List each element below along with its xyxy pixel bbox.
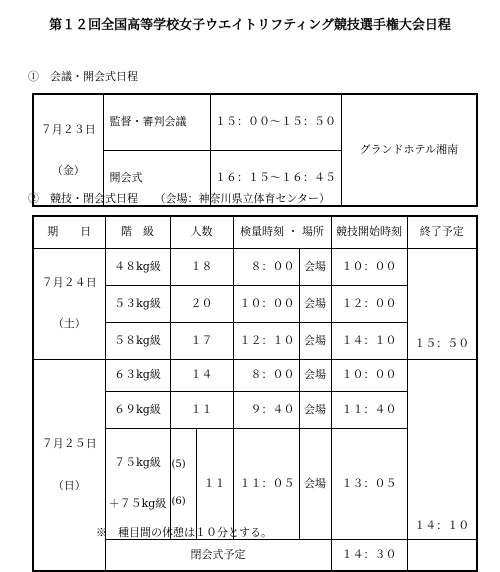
closing-time: １４：３０ [331, 539, 407, 571]
participant-count: １１ [170, 391, 233, 428]
day1-date-cell [33, 248, 105, 359]
sub-count-75plus: (6) [171, 496, 186, 507]
day2-end-time: １４：１０ [407, 359, 477, 539]
weigh-in-place: 会場 [299, 322, 331, 359]
weigh-in-time: １０：００ [233, 285, 299, 322]
header-date: 期 日 [33, 216, 105, 248]
header-start-time: 競技開始時刻 [331, 216, 407, 248]
header-class: 階 級 [105, 216, 170, 248]
participant-count: ２０ [170, 285, 233, 322]
day2-date-cell [33, 359, 105, 571]
meeting-venue: グランドホテル湘南 [341, 94, 477, 206]
meeting-event-2: 開会式 [103, 150, 210, 206]
day2-weekday: （日） [52, 478, 86, 492]
closing-end-blank [407, 539, 477, 571]
weigh-in-time: ８：００ [233, 359, 299, 391]
weigh-in-place: 会場 [299, 285, 331, 322]
start-time: １１：４０ [331, 391, 407, 428]
participant-count: １４ [170, 359, 233, 391]
section1-heading: ① 会議・開会式日程 [28, 70, 138, 83]
weigh-in-time: ９：４０ [233, 391, 299, 428]
sub-count-75: (5) [171, 458, 186, 470]
weigh-in-place: 会場 [299, 359, 331, 391]
day2-date: ７月２５日 [41, 437, 97, 451]
start-time: １０：００ [331, 248, 407, 285]
page-title: 第１２回全国高等学校女子ウエイトリフティング競技選手権大会日程 [49, 18, 451, 33]
participant-count: １８ [170, 248, 233, 285]
weight-class: ５８kg級 [105, 322, 170, 359]
table-row [33, 359, 477, 391]
header-end-time: 終了予定 [407, 216, 477, 248]
weigh-in-time: １１：０５ [233, 428, 299, 539]
weigh-in-time: １２：１０ [233, 322, 299, 359]
weigh-in-place: 会場 [299, 391, 331, 428]
start-time: １３：０５ [331, 428, 407, 539]
table-row [33, 248, 477, 285]
meeting-time-1: １５：００～１５：５０ [210, 94, 341, 150]
start-time: １４：１０ [331, 322, 407, 359]
weight-class: ６９kg級 [105, 391, 170, 428]
weight-class-75plus: ＋７５kg級 [108, 497, 167, 511]
weight-class: ５３kg級 [105, 285, 170, 322]
start-time: １０：００ [331, 359, 407, 391]
sub-counts [170, 428, 196, 539]
meeting-weekday: （金） [51, 163, 85, 177]
weight-class-combined [105, 428, 170, 539]
participant-count: １１ [196, 428, 233, 539]
closing-label: 閉会式予定 [105, 539, 331, 571]
weight-class-75: ７５kg級 [114, 456, 161, 469]
section2-heading: ② 競技・閉会式日程 （会場：神奈川県立体育センター） [28, 192, 331, 205]
start-time: １２：００ [331, 285, 407, 322]
header-count: 人数 [170, 216, 233, 248]
weigh-in-place: 会場 [299, 428, 331, 539]
weight-class: ６３kg級 [105, 359, 170, 391]
day1-date: ７月２４日 [41, 276, 97, 289]
footnote: ※ 種目間の休憩は１０分とする。 [96, 526, 272, 539]
meeting-event-1: 監督・審判会議 [103, 94, 210, 150]
competition-schedule-table [32, 215, 478, 572]
weigh-in-place: 会場 [299, 248, 331, 285]
participant-count: １７ [170, 322, 233, 359]
meeting-date: ７月２３日 [40, 122, 96, 136]
day1-end-time: １５：５０ [407, 248, 477, 359]
meeting-time-2: １６：１５～１６：４５ [210, 150, 341, 206]
day1-weekday: （土） [52, 317, 86, 331]
weigh-in-time: ８：００ [233, 248, 299, 285]
header-weigh-in: 検量時刻 ・ 場所 [233, 216, 331, 248]
weight-class: ４８kg級 [105, 248, 170, 285]
